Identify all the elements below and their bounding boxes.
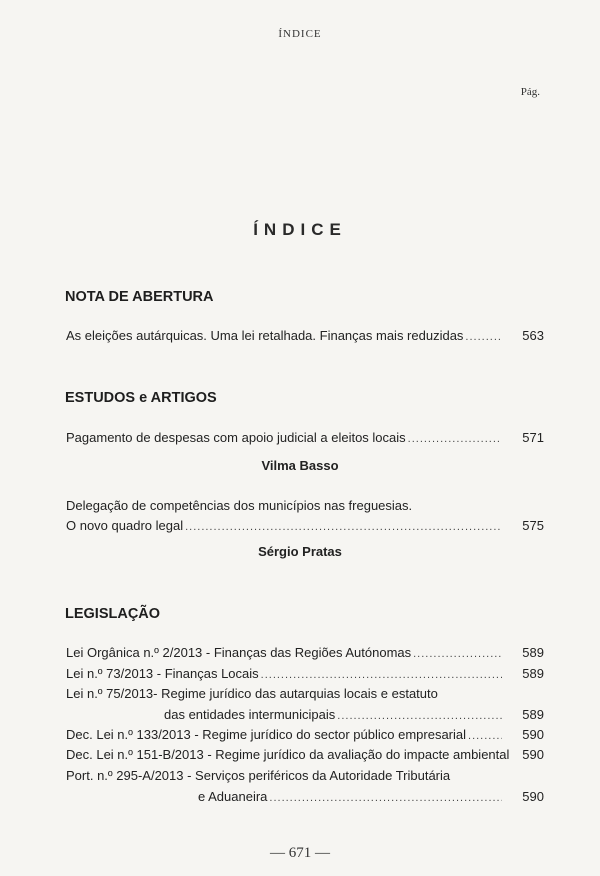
toc-entry-page: 590 — [522, 747, 544, 762]
toc-entry[interactable] — [66, 430, 544, 450]
running-head: ÍNDICE — [278, 28, 322, 40]
toc-entry-title: Dec. Lei n.º 133/2013 - Regime jurídico do sector público empresarial — [66, 727, 467, 742]
toc-entry-page: 590 — [522, 727, 544, 742]
toc-entry-page: 589 — [522, 707, 544, 722]
toc-entry[interactable] — [66, 727, 544, 747]
leader-dots — [408, 433, 502, 445]
toc-entry[interactable] — [66, 666, 544, 686]
toc-entry-title-line2: das entidades intermunicipais — [164, 707, 336, 722]
toc-entry-title: Pagamento de despesas com apoio judicial a eleitos locais — [66, 430, 406, 445]
section-heading-nota-de-abertura: NOTA DE ABERTURA — [65, 289, 214, 305]
toc-entry-page: 589 — [522, 645, 544, 660]
section-heading-estudos-e-artigos: ESTUDOS e ARTIGOS — [65, 390, 217, 406]
leader-dots — [261, 669, 502, 681]
toc-entry[interactable] — [66, 645, 544, 665]
toc-entry-title: Lei n.º 73/2013 - Finanças Locais — [66, 666, 259, 681]
page-title: ÍNDICE — [253, 220, 347, 239]
toc-entry-author: Vilma Basso — [261, 458, 339, 473]
toc-entry[interactable] — [198, 789, 544, 809]
toc-entry-title-line2: e Aduaneira — [198, 789, 268, 804]
leader-dots — [468, 730, 502, 742]
toc-entry-title-line1[interactable]: Port. n.º 295-A/2013 - Serviços periféricos da Autoridade Tributária — [66, 768, 451, 783]
section-heading-legislacao: LEGISLAÇÃO — [65, 606, 161, 622]
leader-dots — [413, 648, 502, 660]
toc-entry[interactable] — [164, 707, 544, 727]
toc-entry-page: 571 — [522, 430, 544, 445]
page-column-label: Pág. — [520, 86, 540, 98]
toc-entry-page: 589 — [522, 666, 544, 681]
toc-entry[interactable] — [66, 328, 544, 348]
leader-dots — [337, 710, 502, 722]
toc-entry-page: 563 — [522, 328, 544, 343]
toc-entry[interactable] — [66, 747, 544, 767]
toc-entry-title-line2: O novo quadro legal — [66, 518, 184, 533]
toc-entry-title-line1[interactable]: Delegação de competências dos municípios nas freguesias. — [66, 498, 413, 513]
leader-dots — [269, 792, 502, 804]
page-number: — 671 — — [270, 845, 330, 861]
toc-entry-author: Sérgio Pratas — [258, 544, 342, 559]
toc-entry-title-line1[interactable]: Lei n.º 75/2013- Regime jurídico das autarquias locais e estatuto — [66, 686, 438, 701]
leader-dots — [465, 331, 502, 343]
toc-entry-title: As eleições autárquicas. Uma lei retalhada. Finanças mais reduzidas — [66, 328, 464, 343]
toc-entry[interactable] — [66, 518, 544, 538]
toc-entry-title: Lei Orgânica n.º 2/2013 - Finanças das Regiões Autónomas — [66, 645, 412, 660]
toc-entry-page: 575 — [522, 518, 544, 533]
toc-entry-page: 590 — [522, 789, 544, 804]
leader-dots — [185, 521, 502, 533]
toc-entry-title: Dec. Lei n.º 151-B/2013 - Regime jurídico da avaliação do impacte ambiental — [66, 747, 510, 762]
